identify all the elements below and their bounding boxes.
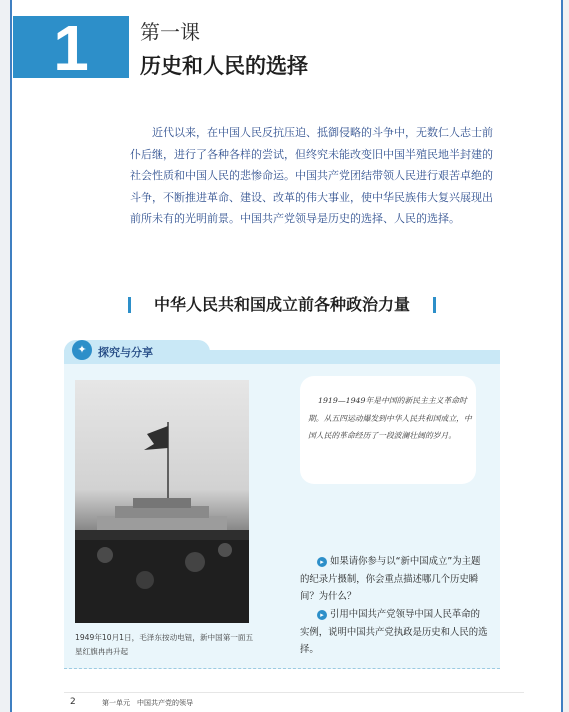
lesson-number: 1 — [53, 12, 89, 84]
discussion-question-1 — [300, 553, 488, 606]
left-page-edge — [0, 0, 12, 712]
intro-paragraph: 近代以来，在中国人民反抗压迫、抵御侵略的斗争中，无数仁人志士前仆后继，进行了各种各样的尝试，但终究未能改变旧中国半殖民地半封建的社会性质和中国人民的悲惨命运。中国共产党团结带领人民进行艰苦卓绝的斗争，不断推进革命、建设、改革的伟大事业，使中华民族伟大复兴展现出前所未有的光明前景。中国共产党领导是历史的选择、人民的选择。 — [130, 126, 493, 226]
flag-raising-illustration — [75, 380, 249, 623]
explore-label: 探究与分享 — [98, 346, 153, 359]
section-title: 中华人民共和国成立前各种政治力量 — [153, 295, 410, 314]
lesson-number-badge — [13, 12, 129, 84]
lesson-label: 第一课 — [140, 20, 200, 44]
quote-text: 1919—1949年是中国的新民主主义革命时期。从五四运动爆发到中华人民共和国成立，中国人民的革命经历了一段波澜壮阔的岁月。 — [308, 396, 472, 440]
explore-icon: ✦ — [72, 340, 92, 360]
photo-caption: 1949年10月1日，毛泽东按动电钮，新中国第一面五星红旗冉冉升起 — [75, 633, 254, 656]
right-page-edge — [561, 0, 569, 712]
footer-divider — [64, 692, 524, 693]
arrow-bullet-icon: ▸ — [317, 610, 327, 620]
question-text: 引用中国共产党领导中国人民革命的实例，说明中国共产党执政是历史和人民的选择。 — [300, 609, 488, 655]
lesson-title: 历史和人民的选择 — [140, 54, 308, 78]
footer-unit-text: 第一单元 中国共产党的领导 — [102, 699, 193, 707]
section-heading — [122, 293, 442, 317]
page-number: 2 — [70, 697, 76, 707]
discussion-question-2 — [300, 606, 488, 659]
arrow-bullet-icon: ▸ — [317, 557, 327, 567]
question-text: 如果请你参与以“新中国成立”为主题的纪录片摄制，你会重点描述哪几个历史瞬间？为什么？ — [300, 556, 481, 602]
flag-raising-photo — [75, 380, 249, 623]
heading-bar-right — [433, 297, 436, 313]
